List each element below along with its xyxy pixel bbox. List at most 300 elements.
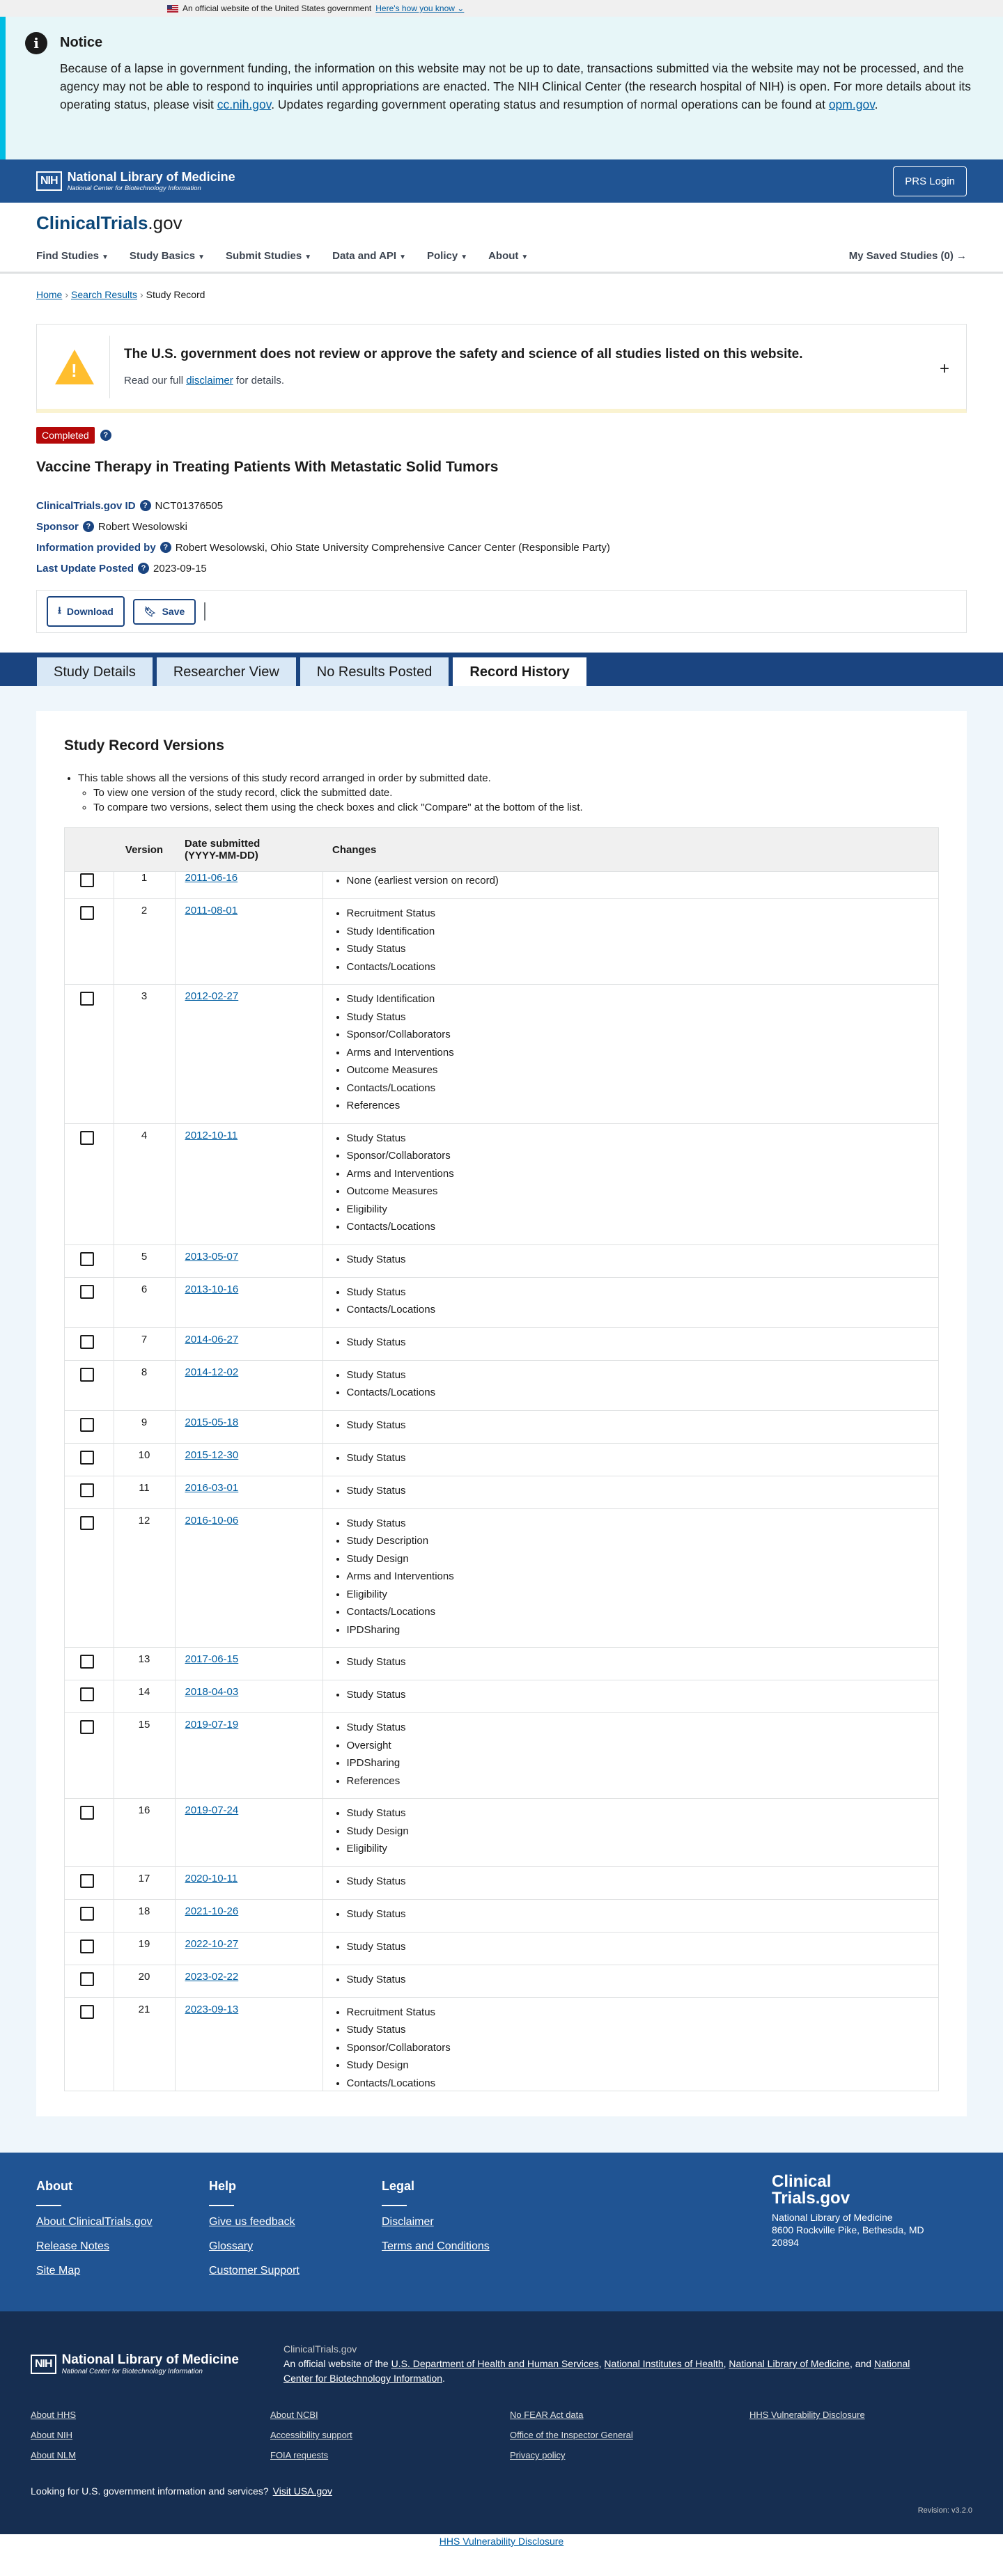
- select-cell: [65, 1476, 114, 1508]
- main-nav: [36, 239, 967, 262]
- change-item: • Study Status: [347, 940, 929, 958]
- tab-researcher-view[interactable]: Researcher View: [156, 657, 297, 686]
- change-item: • Study Identification: [347, 990, 929, 1008]
- change-item: • Arms and Interventions: [347, 1044, 929, 1062]
- version-checkbox[interactable]: [80, 1335, 94, 1349]
- version-checkbox[interactable]: [80, 1655, 94, 1669]
- version-date-link[interactable]: 2017-06-15: [185, 1653, 239, 1665]
- version-checkbox[interactable]: [80, 1368, 94, 1382]
- table-row: [65, 985, 938, 1124]
- disclaimer-title: The U.S. government does not review or approve the safety and science of all studies listed on this website.: [124, 347, 803, 361]
- version-date-link[interactable]: 2012-02-27: [185, 990, 239, 1002]
- table-row: [65, 1123, 938, 1244]
- footer-ct-logo[interactable]: Clinical Trials.gov: [772, 2172, 850, 2208]
- version-date-link[interactable]: 2016-10-06: [185, 1514, 239, 1527]
- nih-logo-mark: NIH: [36, 171, 62, 191]
- versions-table-container[interactable]: [64, 827, 939, 2091]
- version-date-link[interactable]: 2015-12-30: [185, 1449, 239, 1461]
- footer-help-title: Help: [209, 2179, 237, 2193]
- change-item: • Eligibility: [347, 1840, 929, 1858]
- select-cell: [65, 1327, 114, 1360]
- help-icon[interactable]: ?: [83, 521, 94, 532]
- version-date-link[interactable]: 2011-08-01: [185, 905, 238, 916]
- change-item: • Study Status: [347, 1334, 929, 1352]
- select-cell: [65, 1965, 114, 1997]
- version-checkbox[interactable]: [80, 1874, 94, 1888]
- select-cell: [65, 1932, 114, 1965]
- change-item: • Study Design: [347, 2056, 929, 2075]
- status-badge: Completed: [36, 427, 95, 444]
- chevron-down-icon: ▼: [460, 253, 468, 261]
- footer-help: [209, 2179, 382, 2311]
- footer-nlm-logo[interactable]: [31, 2342, 239, 2386]
- usa-gov-link[interactable]: Visit USA.gov: [272, 2485, 332, 2497]
- clinicaltrials-logo[interactable]: ClinicalTrials.gov: [36, 212, 182, 233]
- change-item: • Study Status: [347, 1938, 929, 1956]
- footer-link-release-notes[interactable]: Release Notes: [36, 2240, 109, 2252]
- version-number: 17: [114, 1866, 175, 1899]
- footer-gov-links: [31, 2410, 972, 2460]
- version-checkbox[interactable]: [80, 873, 94, 887]
- download-button[interactable]: ⭳ Download: [47, 596, 125, 627]
- change-item: • Recruitment Status: [347, 905, 929, 923]
- chevron-down-icon: ▼: [198, 253, 205, 261]
- change-item: • Study Design: [347, 1550, 929, 1568]
- select-cell: [65, 1799, 114, 1867]
- change-item: • Sponsor/Collaborators: [347, 1026, 929, 1044]
- table-row: [65, 899, 938, 985]
- select-cell: [65, 1648, 114, 1680]
- link-privacy[interactable]: Privacy policy: [510, 2450, 566, 2460]
- change-item: • Outcome Measures: [347, 1182, 929, 1201]
- version-date-link[interactable]: 2015-05-18: [185, 1416, 239, 1428]
- changes-cell: [322, 1277, 938, 1327]
- version-date-link[interactable]: 2014-12-02: [185, 1366, 239, 1378]
- prs-login-button[interactable]: PRS Login: [893, 166, 967, 196]
- version-date-link[interactable]: 2023-09-13: [185, 2003, 239, 2015]
- nav-find-studies[interactable]: Find Studies ▼: [36, 250, 109, 262]
- date-cell: [175, 985, 322, 1124]
- link-inspector-general[interactable]: Office of the Inspector General: [510, 2430, 633, 2440]
- link-hhs-vulnerability[interactable]: HHS Vulnerability Disclosure: [749, 2410, 865, 2420]
- version-checkbox[interactable]: [80, 1907, 94, 1921]
- version-date-link[interactable]: 2011-06-16: [185, 872, 238, 884]
- change-item: • Study Status: [347, 1283, 929, 1302]
- nct-id: NCT01376505: [155, 499, 224, 512]
- changes-cell: [322, 1932, 938, 1965]
- change-item: • Study Identification: [347, 923, 929, 941]
- select-cell: [65, 899, 114, 985]
- col-select: [65, 828, 114, 872]
- changes-cell: [322, 1360, 938, 1410]
- version-checkbox[interactable]: [80, 1451, 94, 1465]
- change-item: • Contacts/Locations: [347, 1384, 929, 1402]
- tab-study-details[interactable]: Study Details: [36, 657, 153, 686]
- changes-cell: [322, 1443, 938, 1476]
- footer-link-site-map[interactable]: Site Map: [36, 2265, 81, 2277]
- ncbi-name: National Center for Biotechnology Information: [67, 185, 201, 192]
- divider: [36, 2205, 61, 2206]
- change-item: • Study Status: [347, 1971, 929, 1989]
- version-checkbox[interactable]: [80, 1131, 94, 1145]
- version-checkbox[interactable]: [80, 1483, 94, 1497]
- breadcrumb-separator: ›: [139, 289, 143, 300]
- version-number: 3: [114, 985, 175, 1124]
- changes-cell: [322, 1997, 938, 2091]
- version-number: 21: [114, 1997, 175, 2091]
- select-cell: [65, 1713, 114, 1799]
- chevron-down-icon: ⌄: [457, 3, 465, 13]
- version-checkbox[interactable]: [80, 992, 94, 1006]
- page-bottom: [0, 2534, 1003, 2549]
- table-row: [65, 1997, 938, 2091]
- change-item: • Study Status: [347, 2021, 929, 2039]
- ncbi-link[interactable]: National Center for Biotechnology Information: [283, 2358, 910, 2384]
- chevron-down-icon: ▼: [102, 253, 109, 261]
- change-item: • Study Status: [347, 1653, 929, 1671]
- version-checkbox[interactable]: [80, 1720, 94, 1734]
- nlm-address: National Library of Medicine 8600 Rockville Pike, Bethesda, MD 20894: [772, 2212, 924, 2248]
- versions-table: [65, 828, 938, 2091]
- study-title: Vaccine Therapy in Treating Patients With Metastatic Solid Tumors: [36, 459, 499, 475]
- version-number: 5: [114, 1244, 175, 1277]
- hhs-link[interactable]: U.S. Department of Health and Human Services: [391, 2358, 599, 2369]
- version-number: 6: [114, 1277, 175, 1327]
- change-item: • Recruitment Status: [347, 2004, 929, 2022]
- date-cell: [175, 1932, 322, 1965]
- version-date-link[interactable]: 2014-06-27: [185, 1333, 239, 1345]
- footer-link-terms[interactable]: Terms and Conditions: [382, 2240, 490, 2252]
- date-cell: [175, 1899, 322, 1932]
- version-date-link[interactable]: 2013-10-16: [185, 1283, 239, 1295]
- divider: [204, 602, 205, 620]
- select-cell: [65, 1360, 114, 1410]
- version-checkbox[interactable]: [80, 1806, 94, 1820]
- table-row: [65, 1932, 938, 1965]
- table-row: [65, 1713, 938, 1799]
- nih-link[interactable]: National Institutes of Health: [604, 2358, 724, 2369]
- footer-nlm-name: National Library of Medicine: [61, 2352, 239, 2367]
- link-about-nih[interactable]: About NIH: [31, 2430, 72, 2440]
- change-item: • Contacts/Locations: [347, 958, 929, 976]
- nav-submit-studies[interactable]: Submit Studies ▼: [226, 250, 312, 262]
- select-cell: [65, 1997, 114, 2091]
- version-number: 13: [114, 1648, 175, 1680]
- select-cell: [65, 1410, 114, 1443]
- footer-link-about-ct[interactable]: About ClinicalTrials.gov: [36, 2216, 153, 2228]
- change-item: • None (earliest version on record): [347, 872, 929, 890]
- change-item: • Contacts/Locations: [347, 1079, 929, 1098]
- disclaimer-banner: [36, 324, 967, 413]
- change-item: • Study Status: [347, 1449, 929, 1467]
- change-item: • Sponsor/Collaborators: [347, 2039, 929, 2057]
- table-row: [65, 1508, 938, 1648]
- footer-site-name: ClinicalTrials.gov: [283, 2343, 357, 2355]
- nav-data-and-api[interactable]: Data and API ▼: [332, 250, 406, 262]
- notice-title: Notice: [60, 35, 103, 50]
- help-icon[interactable]: ?: [140, 500, 151, 511]
- link-about-hhs[interactable]: About HHS: [31, 2410, 77, 2420]
- link-about-ncbi[interactable]: About NCBI: [270, 2410, 318, 2420]
- change-item: • References: [347, 1772, 929, 1790]
- chevron-down-icon: ▼: [399, 253, 406, 261]
- change-item: • Contacts/Locations: [347, 2075, 929, 2092]
- version-checkbox[interactable]: [80, 906, 94, 920]
- version-number: 8: [114, 1360, 175, 1410]
- date-cell: [175, 1965, 322, 1997]
- version-number: 4: [114, 1123, 175, 1244]
- change-item: • Study Status: [347, 1008, 929, 1027]
- version-number: 12: [114, 1508, 175, 1648]
- version-number: 14: [114, 1680, 175, 1713]
- chevron-down-icon: ▼: [521, 253, 529, 261]
- col-version: Version: [114, 828, 175, 872]
- nct-id-label: ClinicalTrials.gov ID: [36, 499, 136, 512]
- select-cell: [65, 1277, 114, 1327]
- changes-cell: [322, 872, 938, 899]
- date-cell: [175, 1360, 322, 1410]
- change-item: • IPDSharing: [347, 1621, 929, 1639]
- version-number: 20: [114, 1965, 175, 1997]
- footer-about-title: About: [36, 2179, 72, 2193]
- change-item: • Study Status: [347, 1251, 929, 1269]
- date-cell: [175, 1508, 322, 1648]
- version-checkbox[interactable]: [80, 1939, 94, 1953]
- version-number: 10: [114, 1443, 175, 1476]
- disclaimer-link[interactable]: disclaimer: [186, 375, 233, 387]
- table-row: [65, 1965, 938, 1997]
- footer-link-feedback[interactable]: Give us feedback: [209, 2216, 295, 2228]
- warning-icon: !: [55, 350, 94, 384]
- changes-cell: [322, 899, 938, 985]
- table-row: [65, 872, 938, 899]
- version-date-link[interactable]: 2019-07-24: [185, 1804, 239, 1816]
- nav-policy[interactable]: Policy ▼: [427, 250, 468, 262]
- link-foia[interactable]: FOIA requests: [270, 2450, 329, 2460]
- version-date-link[interactable]: 2016-03-01: [185, 1481, 239, 1494]
- study-meta: [0, 487, 1003, 579]
- footer-official-info: ClinicalTrials.gov An official website of the U.S. Department of Health and Human Services, National Institutes of Health, National Library of Medicine, and National Center for Biotechnology Information.: [283, 2343, 910, 2384]
- version-number: 16: [114, 1799, 175, 1867]
- date-cell: [175, 1997, 322, 2091]
- change-item: • Study Design: [347, 1822, 929, 1841]
- revision-text: Revision: v3.2.0: [917, 2506, 972, 2515]
- version-date-link[interactable]: 2020-10-11: [185, 1872, 238, 1884]
- table-row: [65, 1410, 938, 1443]
- footer-about: [36, 2179, 209, 2311]
- version-checkbox[interactable]: [80, 1516, 94, 1530]
- instruction-compare: ◦ To compare two versions, select them using the check boxes and click "Compare" at the bottom of the list.: [93, 800, 939, 815]
- changes-cell: [322, 1965, 938, 1997]
- sponsor-value: Robert Wesolowski: [98, 520, 187, 533]
- date-cell: [175, 1443, 322, 1476]
- gov-banner-text: An official website of the United States government: [182, 3, 372, 13]
- change-item: • Study Status: [347, 1130, 929, 1148]
- divider: [209, 2205, 234, 2206]
- notice-text: Because of a lapse in government funding, the information on this website may not be up to date, transactions submitted via the website may not be processed, and the agency may not be able to respond to inquiries until appropriations are enacted. The NIH Clinical Center (the research hospital of NIH) is open. For more details about its operating status, please visit cc.nih.gov. Updates regarding government operating status and resumption of normal operations can be found at opm.gov.: [60, 61, 972, 111]
- footer-ncbi-name: National Center for Biotechnology Information: [61, 2368, 203, 2375]
- breadcrumb-search-results[interactable]: Search Results: [71, 289, 137, 300]
- change-item: • Study Status: [347, 1515, 929, 1533]
- changes-cell: [322, 1327, 938, 1360]
- footer-top: [0, 2153, 1003, 2311]
- version-checkbox[interactable]: [80, 1687, 94, 1701]
- table-row: [65, 1866, 938, 1899]
- info-provided-label: Information provided by: [36, 541, 156, 554]
- help-icon[interactable]: ?: [138, 563, 149, 574]
- date-cell: [175, 1277, 322, 1327]
- change-item: • IPDSharing: [347, 1754, 929, 1772]
- version-number: 9: [114, 1410, 175, 1443]
- change-item: • Sponsor/Collaborators: [347, 1147, 929, 1165]
- breadcrumb-separator: ›: [65, 289, 69, 300]
- changes-cell: [322, 1866, 938, 1899]
- col-date: Date submitted (YYYY-MM-DD): [175, 828, 322, 872]
- breadcrumb-home[interactable]: Home: [36, 289, 63, 300]
- nlm-header: [0, 159, 1003, 203]
- version-date-link[interactable]: 2013-05-07: [185, 1250, 239, 1263]
- version-date-link[interactable]: 2019-07-19: [185, 1719, 239, 1731]
- section-title: Study Record Versions: [64, 737, 224, 754]
- footer-bottom: [0, 2311, 1003, 2534]
- breadcrumb: [0, 274, 1003, 310]
- date-cell: [175, 1410, 322, 1443]
- footer-address: [772, 2173, 953, 2249]
- study-actions: [36, 590, 967, 633]
- help-icon[interactable]: ?: [100, 430, 111, 441]
- table-row: [65, 1360, 938, 1410]
- date-cell: [175, 1680, 322, 1713]
- instruction-view: ◦ To view one version of the study record, click the submitted date.: [93, 786, 939, 800]
- select-cell: [65, 1244, 114, 1277]
- version-number: 15: [114, 1713, 175, 1799]
- info-icon: i: [25, 32, 47, 54]
- info-provided-value: Robert Wesolowski, Ohio State University Comprehensive Cancer Center (Responsible Party): [175, 541, 610, 554]
- study-tabs: [0, 653, 1003, 686]
- tab-no-results-posted[interactable]: No Results Posted: [300, 657, 450, 686]
- heres-how-you-know-link[interactable]: Here's how you know ⌄: [375, 3, 465, 13]
- change-item: • Study Status: [347, 1873, 929, 1891]
- version-date-link[interactable]: 2021-10-26: [185, 1905, 239, 1917]
- select-cell: [65, 1866, 114, 1899]
- select-cell: [65, 1508, 114, 1648]
- bottom-hhs-vulnerability-link[interactable]: HHS Vulnerability Disclosure: [439, 2536, 564, 2547]
- version-number: 11: [114, 1476, 175, 1508]
- divider: [109, 336, 110, 398]
- col-changes: Changes: [322, 828, 938, 872]
- change-item: • Study Status: [347, 1804, 929, 1822]
- breadcrumb-current: Study Record: [146, 289, 205, 300]
- usa-gov-prompt: Looking for U.S. government information and services? Visit USA.gov: [31, 2485, 332, 2497]
- date-cell: [175, 872, 322, 899]
- change-item: • Arms and Interventions: [347, 1568, 929, 1586]
- version-number: 1: [114, 872, 175, 899]
- table-row: [65, 1799, 938, 1867]
- cc-nih-link[interactable]: cc.nih.gov: [217, 97, 272, 111]
- changes-cell: [322, 1123, 938, 1244]
- shutdown-notice: [0, 17, 1003, 159]
- change-item: • Arms and Interventions: [347, 1165, 929, 1183]
- date-cell: [175, 1476, 322, 1508]
- table-row: [65, 1443, 938, 1476]
- version-checkbox[interactable]: [80, 1252, 94, 1266]
- link-accessibility[interactable]: Accessibility support: [270, 2430, 352, 2440]
- change-item: • Study Status: [347, 1482, 929, 1500]
- changes-cell: [322, 1476, 938, 1508]
- date-cell: [175, 1327, 322, 1360]
- changes-cell: [322, 1713, 938, 1799]
- nlm-link[interactable]: National Library of Medicine: [729, 2358, 850, 2369]
- change-item: • Eligibility: [347, 1586, 929, 1604]
- link-about-nlm[interactable]: About NLM: [31, 2450, 77, 2460]
- site-header: [0, 203, 1003, 274]
- disclaimer-text: Read our full disclaimer for details.: [124, 375, 285, 387]
- version-checkbox[interactable]: [80, 1418, 94, 1432]
- version-checkbox[interactable]: [80, 1285, 94, 1299]
- changes-cell: [322, 985, 938, 1124]
- footer-legal-title: Legal: [382, 2179, 415, 2193]
- help-icon[interactable]: ?: [160, 542, 171, 553]
- footer-link-support[interactable]: Customer Support: [209, 2265, 300, 2277]
- version-date-link[interactable]: 2023-02-22: [185, 1970, 239, 1983]
- nlm-logo[interactable]: [36, 170, 235, 192]
- select-cell: [65, 1899, 114, 1932]
- changes-cell: [322, 1899, 938, 1932]
- change-item: • Study Status: [347, 1719, 929, 1737]
- changes-cell: [322, 1680, 938, 1713]
- link-no-fear-act[interactable]: No FEAR Act data: [510, 2410, 584, 2420]
- tab-record-history[interactable]: Record History: [452, 657, 586, 686]
- saved-studies-link[interactable]: My Saved Studies (0) →: [848, 250, 967, 262]
- bookmark-icon: 🔖︎: [143, 605, 157, 617]
- version-date-link[interactable]: 2022-10-27: [185, 1937, 239, 1950]
- nav-about[interactable]: About ▼: [488, 250, 529, 262]
- save-button[interactable]: 🔖︎ Save: [133, 599, 196, 625]
- nih-logo-mark: NIH: [31, 2355, 56, 2374]
- table-row: [65, 1680, 938, 1713]
- select-cell: [65, 1680, 114, 1713]
- version-date-link[interactable]: 2012-10-11: [185, 1129, 238, 1141]
- changes-cell: [322, 1508, 938, 1648]
- version-checkbox[interactable]: [80, 2005, 94, 2019]
- change-item: • References: [347, 1097, 929, 1115]
- footer-link-disclaimer[interactable]: Disclaimer: [382, 2216, 434, 2228]
- table-row: [65, 1277, 938, 1327]
- date-cell: [175, 899, 322, 985]
- date-cell: [175, 1123, 322, 1244]
- version-number: 7: [114, 1327, 175, 1360]
- nav-study-basics[interactable]: Study Basics ▼: [129, 250, 205, 262]
- table-row: [65, 1648, 938, 1680]
- change-item: • Study Status: [347, 1366, 929, 1384]
- gov-banner: [0, 0, 1003, 17]
- footer-legal: [382, 2179, 554, 2311]
- change-item: • Study Status: [347, 1905, 929, 1923]
- footer-link-glossary[interactable]: Glossary: [209, 2240, 254, 2252]
- change-item: • Outcome Measures: [347, 1061, 929, 1079]
- date-cell: [175, 1866, 322, 1899]
- change-item: • Contacts/Locations: [347, 1301, 929, 1319]
- nlm-name: National Library of Medicine: [67, 170, 235, 184]
- select-cell: [65, 1123, 114, 1244]
- instruction-intro: • This table shows all the versions of this study record arranged in order by submitted date.: [78, 771, 939, 786]
- opm-link[interactable]: opm.gov: [828, 97, 875, 111]
- expand-plus-icon[interactable]: +: [939, 359, 949, 378]
- version-checkbox[interactable]: [80, 1972, 94, 1986]
- version-date-link[interactable]: 2018-04-03: [185, 1686, 239, 1698]
- changes-cell: [322, 1410, 938, 1443]
- record-versions-card: [36, 711, 967, 2116]
